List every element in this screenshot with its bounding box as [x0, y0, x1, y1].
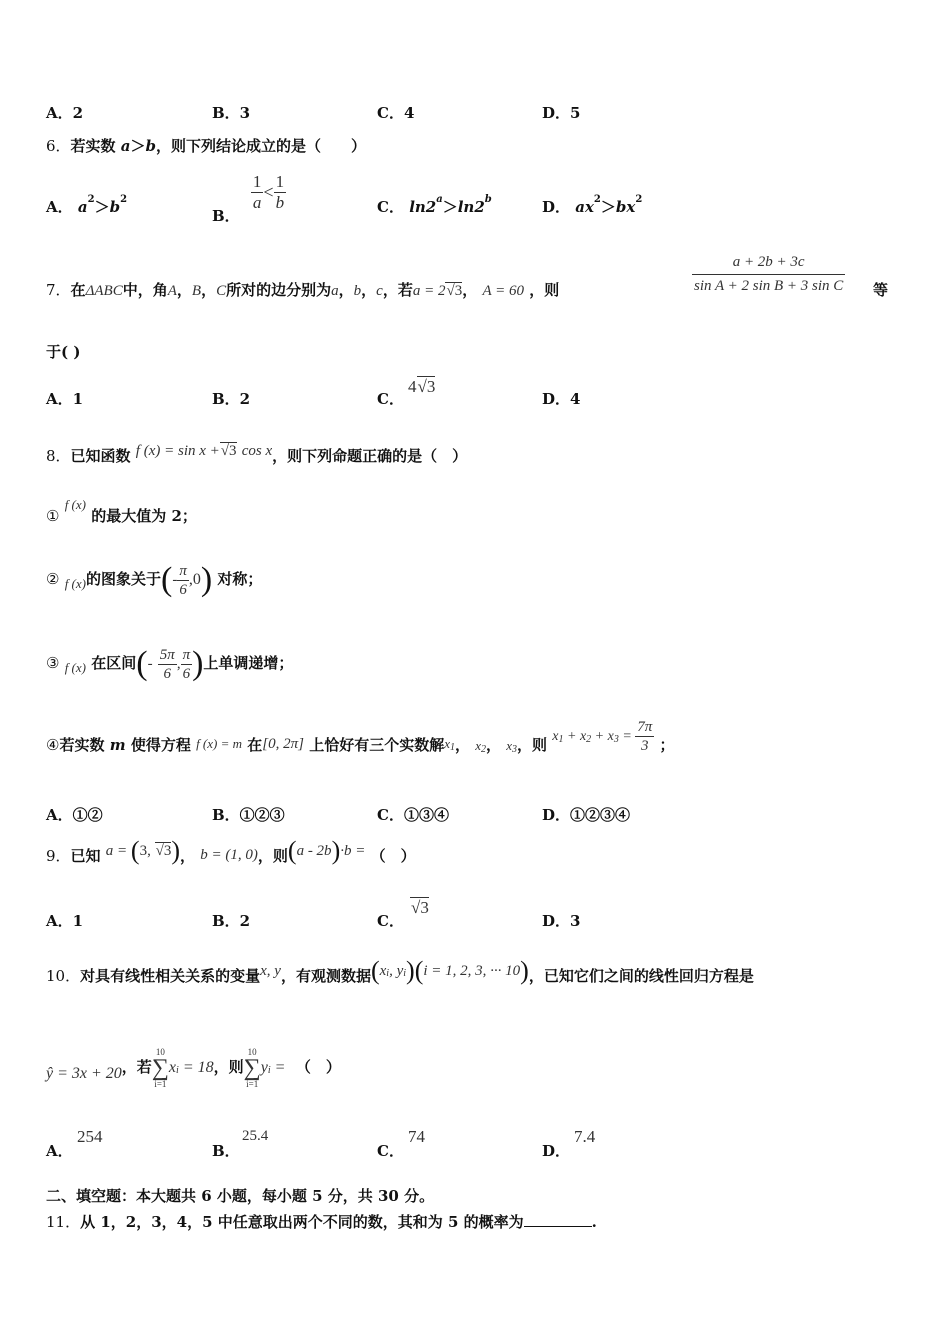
- q10-sum-y: 10 ∑ i=1: [243, 1047, 261, 1089]
- q6-option-c: C． $\ln 2^a>\ln 2^b$: [377, 194, 492, 216]
- q8-statement-2: ② f (x)的图象关于(- $\frac{\pi}{6}$ ,0) 对称；: [46, 561, 263, 598]
- q6-option-d: D． $ax^2>bx^2$: [542, 194, 643, 216]
- q7-fraction: $\frac{a + 2b + 3c}{\text{sin A + 2 sin B + 3 sin C}}$: [694, 254, 844, 294]
- q8-statement-1: ① f (x) 的最大值为 2；: [46, 497, 197, 525]
- q5-option-b: B．3: [212, 104, 251, 122]
- q9-stem: 9．已知 a = (3, √3)， b = (1, 0)，则(a - 2b)·b = （ ）: [46, 836, 416, 865]
- q10-optc-value: 74: [408, 1127, 425, 1146]
- q10-optd-value: 7.4: [574, 1127, 596, 1146]
- q9-optc-value: √3: [411, 898, 429, 917]
- section-2-heading: 二、填空题：本大题共 6 小题，每小题 5 分，共 30 分。: [46, 1187, 435, 1205]
- q6-stem: 6．若实数 a＞b，则下列结论成立的是（ ）: [46, 137, 367, 155]
- q7-sqrt: √3: [446, 283, 463, 299]
- q5-option-d: D．5: [542, 104, 581, 122]
- q8-option-c: C．①③④: [377, 806, 449, 824]
- q8-option-b: B．①②③: [212, 806, 285, 824]
- q6-optb-frac1: $\frac{1}{a}$: [252, 172, 262, 212]
- q7-option-c: C．: [377, 390, 404, 408]
- q7-option-a: A．1: [46, 390, 84, 408]
- q8-stem: 8．已知函数 f (x) = sin x +√3 cos x，则下列命题正确的是（ ）: [46, 443, 468, 465]
- q10-option-a: A．: [46, 1142, 73, 1160]
- q7-optc-value: 4√3: [408, 377, 436, 396]
- q10-opta-value: 254: [77, 1127, 103, 1146]
- q7-stem-end: 等: [873, 281, 889, 299]
- q9-option-a: A．1: [46, 912, 84, 930]
- q6-option-b: B． $\frac{1}{a}$ < $\frac{1}{b}$: [212, 172, 285, 225]
- q11-answer-blank[interactable]: [524, 1212, 592, 1227]
- q6-optb-frac2: $\frac{1}{b}$: [275, 172, 285, 212]
- q6-option-a: A． $a^2>b^2$: [46, 194, 128, 216]
- q10-option-b: B．: [212, 1142, 240, 1160]
- q11-stem: 11．从 1，2，3，4，5 中任意取出两个不同的数，其和为 5 的概率为 .: [46, 1213, 597, 1231]
- q9-option-b: B．2: [212, 912, 251, 930]
- q10-optb-value: 25.4: [242, 1128, 269, 1144]
- q7-option-d: D．4: [542, 390, 581, 408]
- q10-option-c: C．: [377, 1142, 404, 1160]
- q9-option-d: D．3: [542, 912, 581, 930]
- q8-option-d: D．①②③④: [542, 806, 631, 824]
- q10-stem-line2: ŷ = 3x + 20，若 10 ∑ i=1 xi = 18，则 10 ∑ i=1 yi = （ ）: [46, 1047, 341, 1089]
- q5-option-a: A．2: [46, 104, 84, 122]
- q8-statement-4: ④若实数 m 使得方程 f (x) = m 在[0, 2π] 上恰好有三个实数解$x_1$， $x_2$， $x_3$，则 $x_1 + x_2 + x_3$ = $\frac{7\pi}{3}$ ；: [46, 718, 675, 755]
- q8-statement-3: ③ f (x) 在区间(- $\frac{5\pi}{6}$ , $\frac{\pi}{6}$ )上单调递增；: [46, 645, 294, 682]
- q10-sum-x: 10 ∑ i=1: [151, 1047, 169, 1089]
- q7-stem: 7．在ΔABC中，角A，B，C所对的边分别为a，b，c，若a = 2√3， A = 60 ，则: [46, 281, 560, 299]
- q8-option-a: A．①②: [46, 806, 103, 824]
- q7-option-b: B．2: [212, 390, 251, 408]
- q5-option-c: C．4: [377, 104, 415, 122]
- q10-option-d: D．: [542, 1142, 571, 1160]
- q10-stem: 10．对具有线性相关关系的变量x, y，有观测数据($x_i$, $y_i)(i = 1$, 2, 3, ··· 10)，已知它们之间的线性回归方程是: [46, 956, 754, 985]
- q9-option-c: C．: [377, 912, 404, 930]
- q7-stem-line2: 于( ): [46, 343, 81, 361]
